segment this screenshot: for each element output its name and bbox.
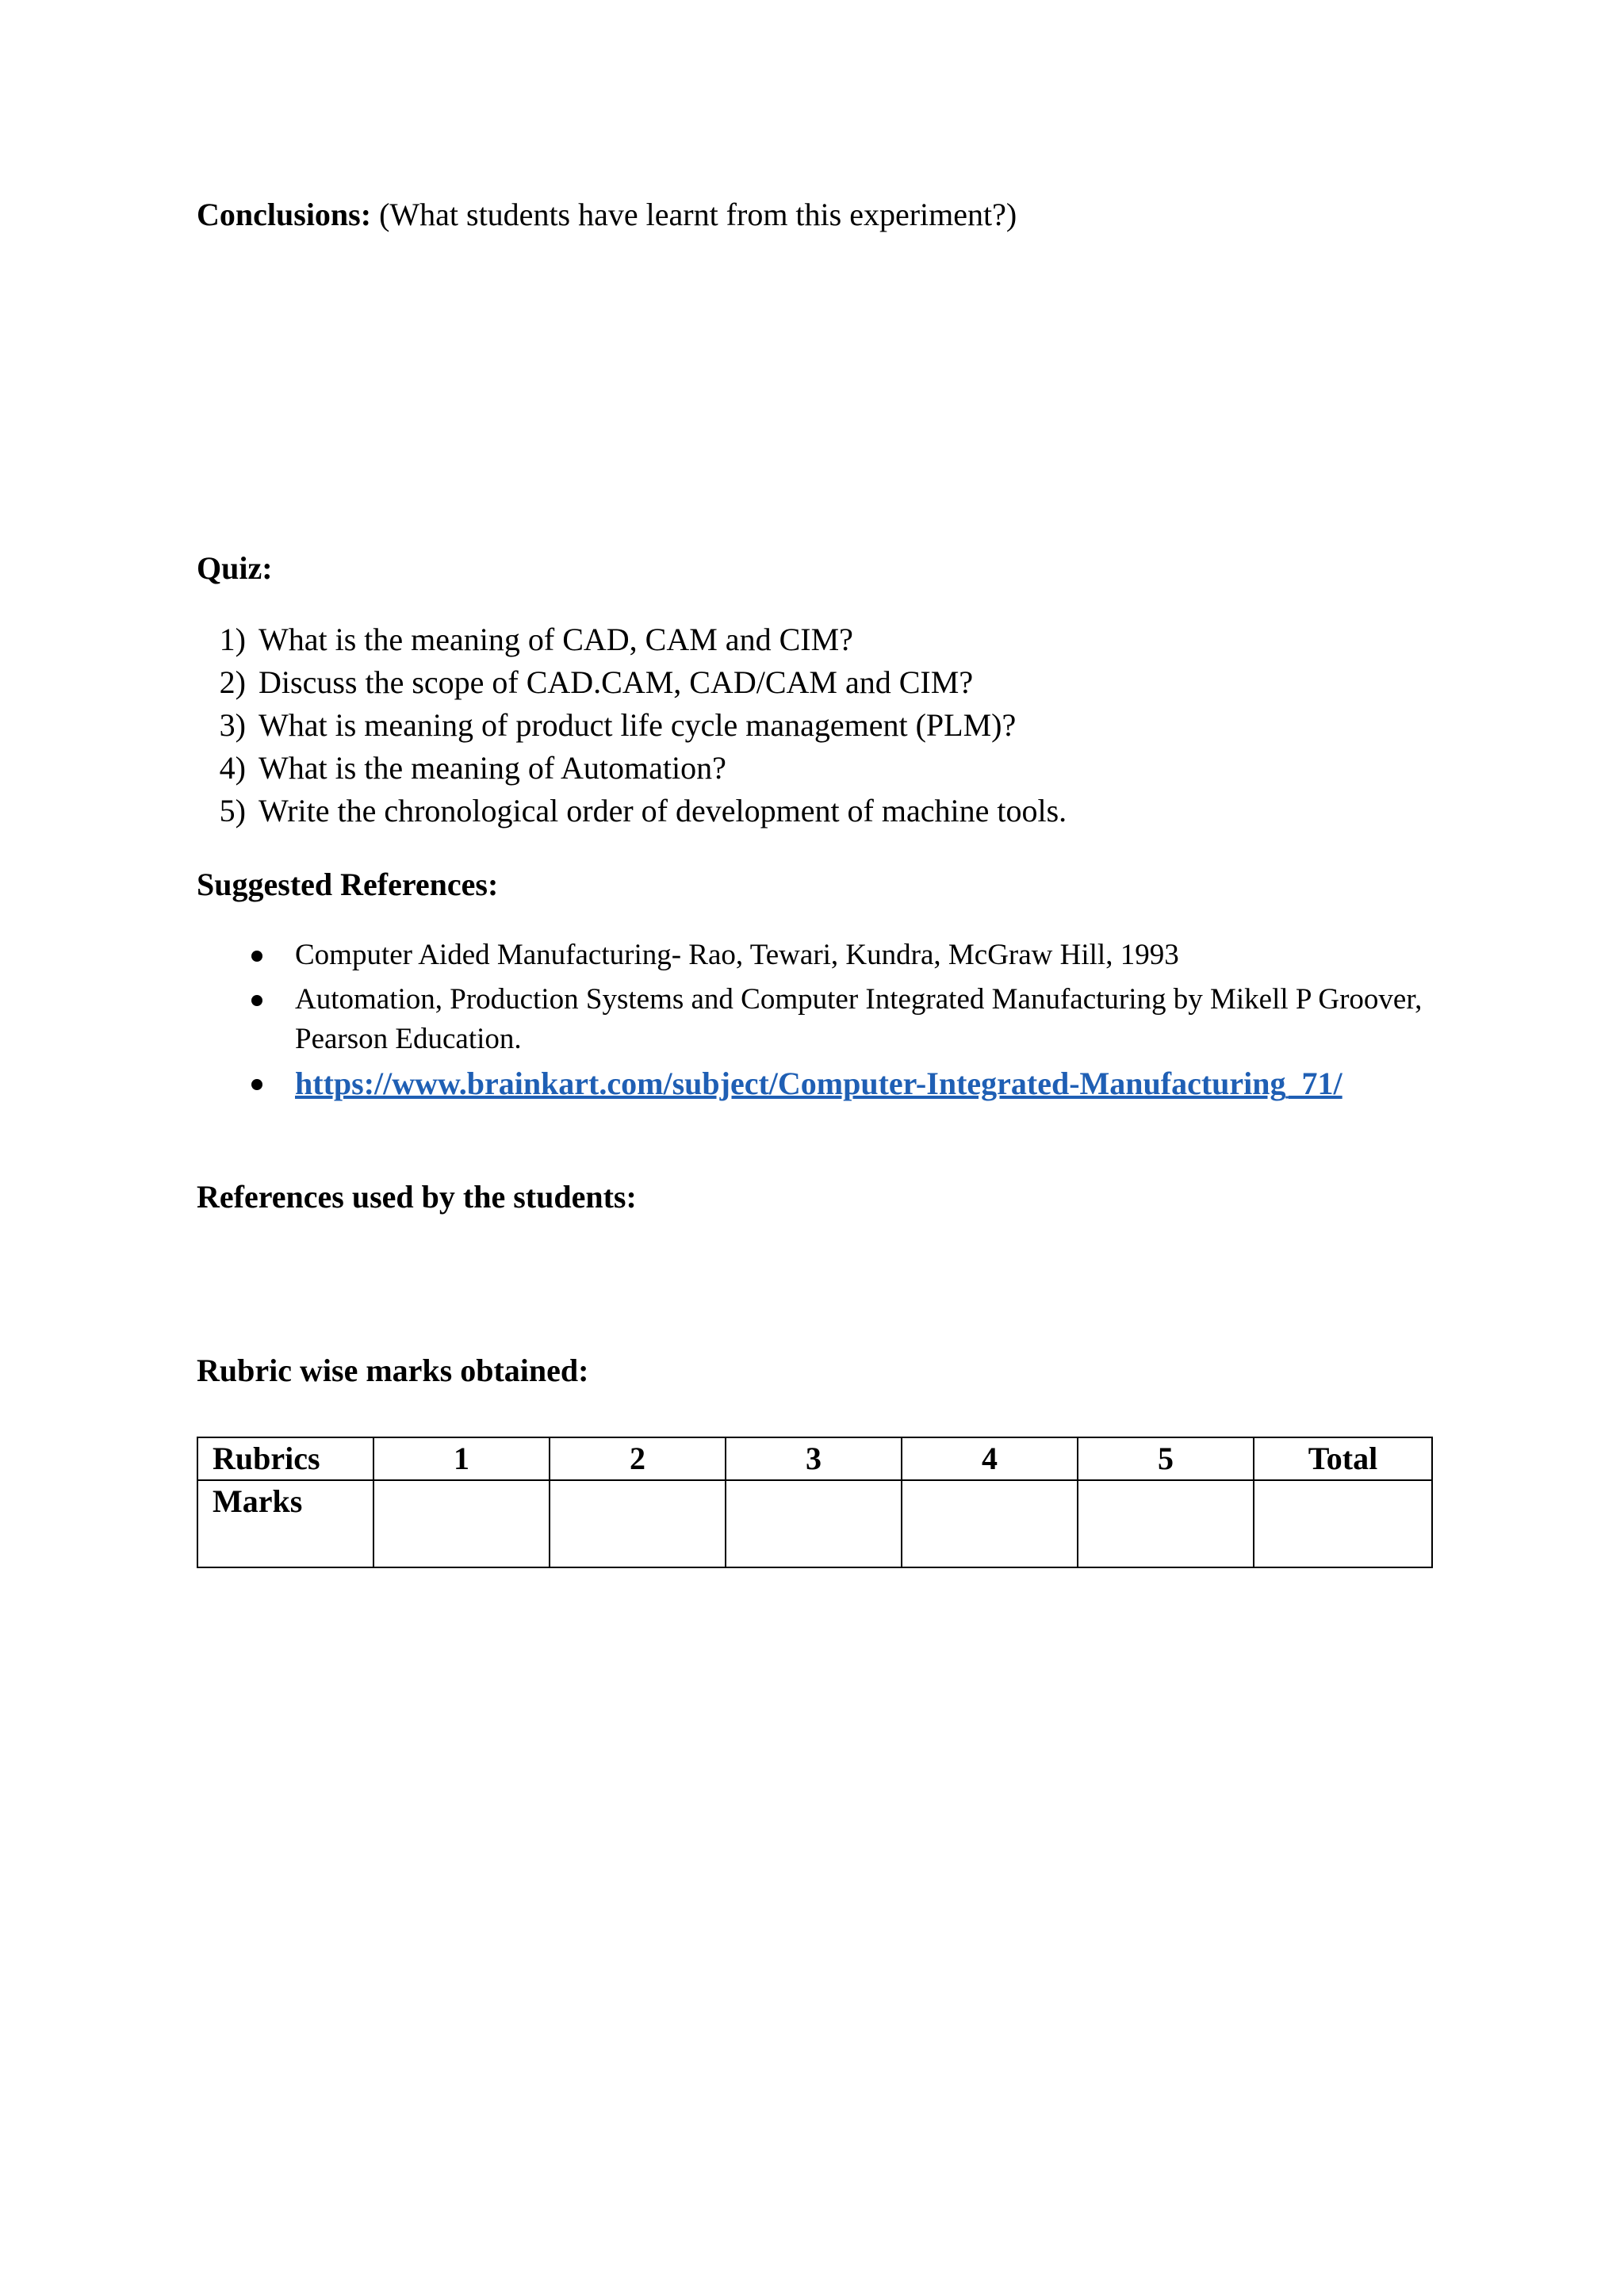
marks-cell[interactable]	[902, 1480, 1078, 1567]
conclusions-prompt: (What students have learnt from this experiment?)	[379, 197, 1017, 232]
rubric-header-cell: 1	[373, 1437, 550, 1480]
marks-cell[interactable]	[550, 1480, 726, 1567]
quiz-item-text: Discuss the scope of CAD.CAM, CAD/CAM and CIM?	[259, 664, 974, 700]
reference-text: Computer Aided Manufacturing- Rao, Tewari, Kundra, McGraw Hill, 1993	[295, 939, 1179, 971]
quiz-heading: Quiz:	[197, 550, 273, 586]
rubric-header-row	[197, 1437, 1432, 1480]
suggested-references-list	[238, 936, 1427, 1110]
rubric-marks-row	[197, 1480, 1432, 1567]
rubric-heading: Rubric wise marks obtained:	[197, 1353, 589, 1388]
conclusions-heading	[197, 196, 1017, 234]
bullet-icon	[251, 995, 262, 1006]
references-used-heading: References used by the students:	[197, 1179, 637, 1215]
reference-item	[238, 980, 1427, 1059]
rubric-header-cell: 3	[726, 1437, 902, 1480]
reference-link[interactable]: https://www.brainkart.com/subject/Computer-Integrated-Manufacturing_71/	[295, 1066, 1342, 1101]
quiz-item	[198, 747, 1067, 790]
reference-item	[238, 936, 1427, 975]
quiz-item-number: 1)	[219, 622, 246, 657]
quiz-item	[198, 661, 1067, 704]
quiz-item-number: 4)	[219, 750, 246, 786]
quiz-item-number: 3)	[219, 707, 246, 743]
marks-cell[interactable]	[373, 1480, 550, 1567]
bullet-icon	[251, 1079, 262, 1090]
rubric-table	[197, 1437, 1433, 1568]
rubric-header-cell: Rubrics	[197, 1437, 373, 1480]
marks-cell[interactable]	[726, 1480, 902, 1567]
reference-text: Automation, Production Systems and Computer Integrated Manufacturing by Mikell P Groover, Pearson Education.	[295, 983, 1423, 1055]
marks-cell[interactable]	[1078, 1480, 1254, 1567]
suggested-references-heading: Suggested References:	[197, 867, 499, 902]
marks-total-cell[interactable]	[1254, 1480, 1432, 1567]
marks-label-cell: Marks	[197, 1480, 373, 1567]
rubric-header-cell: 2	[550, 1437, 726, 1480]
quiz-list	[198, 618, 1067, 832]
quiz-item-text: What is the meaning of Automation?	[259, 750, 726, 786]
conclusions-label: Conclusions:	[197, 197, 372, 232]
quiz-item	[198, 618, 1067, 661]
rubric-header-cell: Total	[1254, 1437, 1432, 1480]
rubric-header-cell: 5	[1078, 1437, 1254, 1480]
quiz-item-text: Write the chronological order of development of machine tools.	[259, 793, 1067, 828]
quiz-item-number: 2)	[219, 664, 246, 700]
quiz-item-number: 5)	[219, 793, 246, 828]
quiz-item	[198, 790, 1067, 832]
rubric-header-cell: 4	[902, 1437, 1078, 1480]
quiz-item-text: What is meaning of product life cycle management (PLM)?	[259, 707, 1017, 743]
reference-item	[238, 1064, 1427, 1105]
quiz-item	[198, 704, 1067, 747]
quiz-item-text: What is the meaning of CAD, CAM and CIM?	[259, 622, 853, 657]
bullet-icon	[251, 951, 262, 962]
